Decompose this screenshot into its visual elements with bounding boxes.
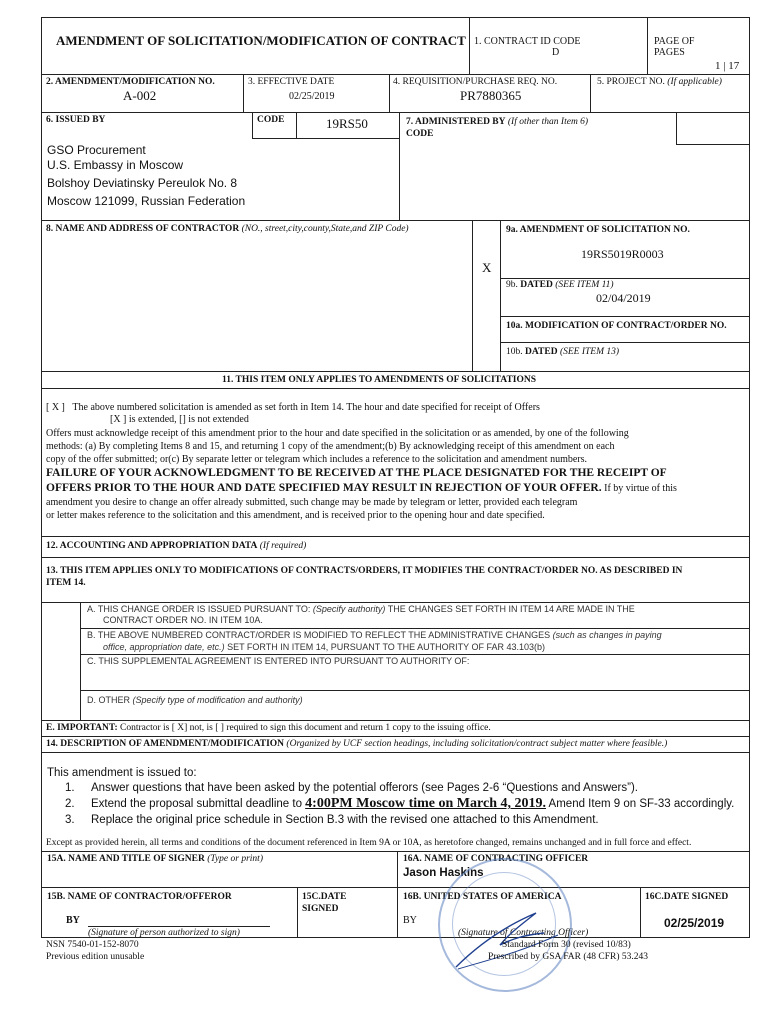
officer-signature-note: (Signature of Contracting Officer) <box>458 928 589 938</box>
issued-code-value: 19RS50 <box>326 116 368 131</box>
item11-line-6: FAILURE OF YOUR ACKNOWLEDGMENT TO BE RECEIVED AT THE PLACE DESIGNATED FOR THE RECEIPT OF <box>46 467 667 479</box>
amendment-no-value: A-002 <box>123 88 157 103</box>
contractor-label: 8. NAME AND ADDRESS OF CONTRACTOR (NO., street,city,county,State,and ZIP Code) <box>46 224 409 234</box>
date-signed-value-16c: 02/25/2019 <box>664 916 725 930</box>
description-num-3: 3. <box>65 814 75 826</box>
contractor-signature-note: (Signature of person authorized to sign) <box>88 928 240 938</box>
requisition-label: 4. REQUISITION/PURCHASE REQ. NO. <box>393 77 558 87</box>
contract-id-label: 1. CONTRACT ID CODE <box>474 36 581 47</box>
issuer-line-3: Bolshoy Deviatinsky Pereulok No. 8 <box>47 176 238 190</box>
item13-b-line-1: B. THE ABOVE NUMBERED CONTRACT/ORDER IS MODIFIED TO REFLECT THE ADMINISTRATIVE CHANGES (such as changes in paying <box>87 630 662 640</box>
item13-heading-1: 13. THIS ITEM APPLIES ONLY TO MODIFICATIONS OF CONTRACTS/ORDERS, IT MODIFIES THE CONTRACT/ORDER NO. AS DESCRIBED IN <box>46 566 683 576</box>
item13-c-line: C. THIS SUPPLEMENTAL AGREEMENT IS ENTERED INTO PURSUANT TO AUTHORITY OF: <box>87 656 470 666</box>
item13-b-line-2: office, appropriation date, etc.) SET FORTH IN ITEM 14, PURSUANT TO THE AUTHORITY OF FAR 43.103(b) <box>103 642 545 652</box>
requisition-value: PR7880365 <box>460 88 522 103</box>
description-label: 14. DESCRIPTION OF AMENDMENT/MODIFICATION (Organized by UCF section headings, including solicitation/contract subject matter where feasible.) <box>46 739 668 749</box>
modification-dated-label: 10b. DATED (SEE ITEM 13) <box>506 347 620 357</box>
amendment-no-label: 2. AMENDMENT/MODIFICATION NO. <box>46 77 215 87</box>
item11-heading: 11. THIS ITEM ONLY APPLIES TO AMENDMENTS OF SOLICITATIONS <box>222 375 537 385</box>
solicitation-no-label: 9a. AMENDMENT OF SOLICITATION NO. <box>506 225 690 235</box>
issued-code-label: CODE <box>257 115 285 125</box>
issued-by-label: 6. ISSUED BY <box>46 115 106 125</box>
date-signed-label-16c: 16C.DATE SIGNED <box>645 892 729 902</box>
solicitation-no-value: 19RS5019R0003 <box>581 247 664 261</box>
contract-id-value: D <box>552 47 560 58</box>
administered-by-label: 7. ADMINISTERED BY (If other than Item 6) <box>406 117 589 127</box>
item13-a-line-1: A. THIS CHANGE ORDER IS ISSUED PURSUANT TO: (Specify authority) THE CHANGES SET FORTH IN ITEM 14 ARE MADE IN THE <box>87 604 635 614</box>
project-no-label: 5. PROJECT NO. (If applicable) <box>597 77 722 87</box>
form-title: AMENDMENT OF SOLICITATION/MODIFICATION OF CONTRACT <box>56 33 466 48</box>
pages-label: PAGES <box>654 47 685 58</box>
description-item-2: Extend the proposal submittal deadline to 4:00PM Moscow time on March 4, 2019. Amend Item 9 on SF-33 accordingly. <box>91 796 735 811</box>
solicitation-x-mark: X <box>482 260 492 275</box>
administered-code-label: CODE <box>406 129 434 139</box>
contractor-by-label: BY <box>66 915 80 926</box>
contractor-offeror-label: 15B. NAME OF CONTRACTOR/OFFEROR <box>47 892 232 902</box>
effective-date-value: 02/25/2019 <box>289 91 335 102</box>
terms-footer: Except as provided herein, all terms and conditions of the document referenced in Item 9A or 10A, as heretofore changed, remains unchanged and in full force and effect. <box>46 838 692 848</box>
contracting-officer-name: Jason Haskins <box>403 867 484 879</box>
united-states-label: 16B. UNITED STATES OF AMERICA <box>403 892 562 902</box>
solicitation-dated-label: 9b. DATED (SEE ITEM 11) <box>506 280 614 290</box>
item11-line-5: copy of the offer submitted; or(c) By separate letter or telegram which includes a reference to the solicitation and amendment numbers. <box>46 454 588 465</box>
item11-line-1: [ X ] The above numbered solicitation is amended as set forth in Item 14. The hour and date specified for receipt of Offers <box>46 402 540 413</box>
important-line: E. IMPORTANT: Contractor is [ X] not, is [ ] required to sign this document and return 1 copy to the issuing office. <box>46 723 491 733</box>
description-item-3: Replace the original price schedule in Section B.3 with the revised one attached to this Amendment. <box>91 814 599 826</box>
item11-line-4: methods: (a) By completing Items 8 and 15, and returning 1 copy of the amendment;(b) By acknowledging receipt of this amendment on each <box>46 441 615 452</box>
description-num-1: 1. <box>65 782 75 794</box>
description-item-1: Answer questions that have been asked by the potential offerors (see Pages 2-6 “Questions and Answers”). <box>91 782 638 794</box>
previous-edition-text: Previous edition unusable <box>46 952 145 962</box>
issuer-line-4: Moscow 121099, Russian Federation <box>47 194 246 208</box>
date-signed-label-15c: 15C.DATE <box>302 892 347 902</box>
item11-line-8: amendment you desire to change an offer already submitted, such change may be made by telegram or letter, provided each telegram <box>46 497 578 508</box>
item11-line-2: [X ] is extended, [] is not extended <box>110 414 249 425</box>
issuer-line-1: GSO Procurement <box>47 143 146 157</box>
standard-form-text: Standard Form 30 (revised 10/83) <box>502 940 631 950</box>
solicitation-dated-value: 02/04/2019 <box>596 291 651 305</box>
page-label: PAGE OF <box>654 36 695 47</box>
description-num-2: 2. <box>65 798 75 810</box>
item11-line-7: OFFERS PRIOR TO THE HOUR AND DATE SPECIFIED MAY RESULT IN REJECTION OF YOUR OFFER. If by virtue of this <box>46 482 677 494</box>
contracting-officer-label: 16A. NAME OF CONTRACTING OFFICER <box>403 854 589 864</box>
description-intro: This amendment is issued to: <box>47 767 197 779</box>
item11-line-9: or letter makes reference to the solicitation and this amendment, and is received prior to the opening hour and date specified. <box>46 510 545 521</box>
item13-a-line-2: CONTRACT ORDER NO. IN ITEM 10A. <box>103 615 263 625</box>
officer-by-label: BY <box>403 915 417 926</box>
item13-heading-2: ITEM 14. <box>46 578 86 588</box>
item11-line-3: Offers must acknowledge receipt of this amendment prior to the hour and date specified in the solicitation or as amended, by one of the following <box>46 428 629 439</box>
effective-date-label: 3. EFFECTIVE DATE <box>248 77 335 87</box>
page-count: 1 | 17 <box>715 60 740 72</box>
date-signed-label-15c-2: SIGNED <box>302 904 339 914</box>
item13-d-line: D. OTHER (Specify type of modification and authority) <box>87 695 303 705</box>
modification-no-label: 10a. MODIFICATION OF CONTRACT/ORDER NO. <box>506 321 727 331</box>
signer-name-label: 15A. NAME AND TITLE OF SIGNER (Type or print) <box>47 854 263 864</box>
issuer-line-2: U.S. Embassy in Moscow <box>47 158 184 172</box>
accounting-label: 12. ACCOUNTING AND APPROPRIATION DATA (If required) <box>46 541 307 551</box>
prescribed-by-text: Prescribed by GSA FAR (48 CFR) 53.243 <box>488 952 649 962</box>
nsn-text: NSN 7540-01-152-8070 <box>46 940 139 950</box>
